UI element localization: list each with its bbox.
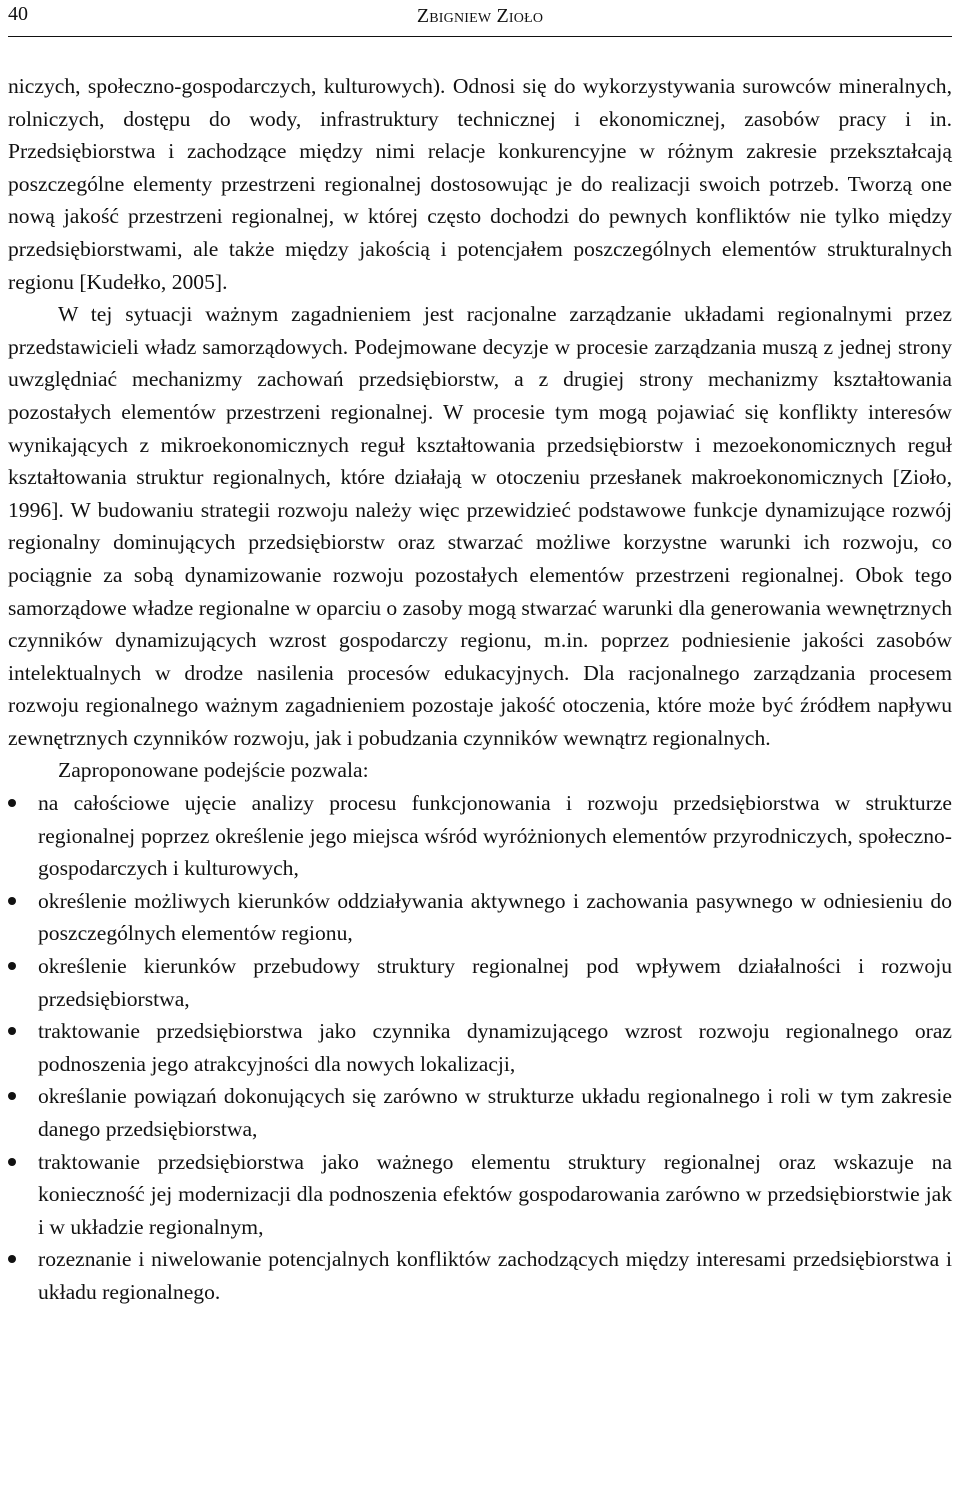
- list-item: [8, 1015, 952, 1080]
- bullet-icon: [8, 1092, 16, 1100]
- bullet-icon: [8, 897, 16, 905]
- list-item-text: rozeznanie i niwelowanie potencjalnych konfliktów zachodzących między interesami przedsiębiorstwa i układu regionalnego.: [38, 1247, 952, 1304]
- body-text: [8, 70, 952, 1309]
- bullet-icon: [8, 1027, 16, 1035]
- bullet-icon: [8, 799, 16, 807]
- list-item-text: określenie możliwych kierunków oddziaływania aktywnego i zachowania pasywnego w odniesieniu do poszczególnych elementów regionu,: [38, 888, 952, 946]
- document-page: [8, 0, 952, 1309]
- bullet-icon: [8, 962, 16, 970]
- list-item: [8, 1243, 952, 1308]
- list-item: [8, 950, 952, 1015]
- list-item: [8, 885, 952, 950]
- list-item-text: na całościowe ujęcie analizy procesu funkcjonowania i rozwoju przedsiębiorstwa w strukturze regionalnej poprzez określenie jego miejsca wśród wyróżnionych elementów przyrodniczych, społeczno-gospodarczych i kulturowych,: [38, 791, 952, 881]
- list-item-text: traktowanie przedsiębiorstwa jako ważnego elementu struktury regionalnej oraz wskazuje na konieczność jej modernizacji dla podnoszenia efektów gospodarowania zarówno w przedsiębiorstwie jak i w układzie regionalnym,: [38, 1149, 952, 1239]
- list-item-text: określanie powiązań dokonujących się zarówno w strukturze układu regionalnego i roli w tym zakresie danego przedsiębiorstwa,: [38, 1084, 952, 1141]
- bullet-list: [8, 787, 952, 1309]
- paragraph: niczych, społeczno-gospodarczych, kulturowych). Odnosi się do wykorzystywania surowców mineralnych, rolniczych, dostępu do wody, infrastruktury technicznej i ekonomicznej, zasobów pracy i in. Przedsiębiorstwa i zachodzące między nimi relacje konkurencyjne w różnym zakresie przekształcają poszczególne elementy przestrzeni regionalnej dostosowując je do realizacji swoich potrzeb. Tworzą one nową jakość przestrzeni regionalnej, w której często dochodzi do pewnych konfliktów nie tylko między przedsiębiorstwami, ale także między jakością i potencjałem poszczególnych elementów strukturalnych regionu [Kudełko, 2005].: [8, 74, 952, 294]
- paragraph: W tej sytuacji ważnym zagadnieniem jest racjonalne zarządzanie układami regionalnymi przez przedstawicieli władz samorządowych. Podejmowane decyzje w procesie zarządzania muszą z jednej strony uwzględniać mechanizmy zachowań przedsiębiorstw, a z drugiej strony mechanizmy kształtowania pozostałych elementów przestrzeni regionalnej. W procesie tym mogą pojawiać się konflikty interesów wynikających z mikroekonomicznych reguł kształtowania przedsiębiorstw i mezoekonomicznych reguł kształtowania struktur regionalnych, które działają w otoczeniu przesłanek makroekonomicznych [Zioło, 1996]. W budowaniu strategii rozwoju należy więc przewidzieć podstawowe funkcje dynamizujące rozwój regionalny dominujących przedsiębiorstw oraz stwarzać możliwe korzystne warunki ich rozwoju, co pociągnie za sobą dynamizowanie rozwoju pozostałych elementów przestrzeni regionalnej. Obok tego samorządowe władze regionalne w oparciu o zasoby mogą stwarzać warunki dla generowania wewnętrznych czynników dynamizujących wzrost gospodarczy regionu, m.in. poprzez podniesienie jakości zasobów intelektualnych w drodze nasilenia procesów edukacyjnych. Dla racjonalnego zarządzania procesem rozwoju regionalnego ważnym zagadnieniem pozostaje jakość otoczenia, które może być źródłem napływu zewnętrznych czynników rozwoju, jak i pobudzania czynników wewnątrz regionalnych.: [8, 302, 952, 750]
- page-number: 40: [8, 3, 28, 25]
- list-item: [8, 1080, 952, 1145]
- list-item: [8, 1146, 952, 1244]
- list-intro: Zaproponowane podejście pozwala:: [58, 758, 369, 783]
- list-item-text: określenie kierunków przebudowy struktury regionalnej pod wpływem działalności i rozwoju przedsiębiorstwa,: [38, 954, 952, 1011]
- list-item: [8, 787, 952, 885]
- bullet-icon: [8, 1255, 16, 1263]
- running-title: Zbigniew Zioło: [416, 5, 544, 27]
- running-header: [8, 2, 952, 37]
- bullet-icon: [8, 1158, 16, 1166]
- list-item-text: traktowanie przedsiębiorstwa jako czynnika dynamizującego wzrost rozwoju regionalnego oraz podnoszenia jego atrakcyjności dla nowych lokalizacji,: [38, 1019, 952, 1076]
